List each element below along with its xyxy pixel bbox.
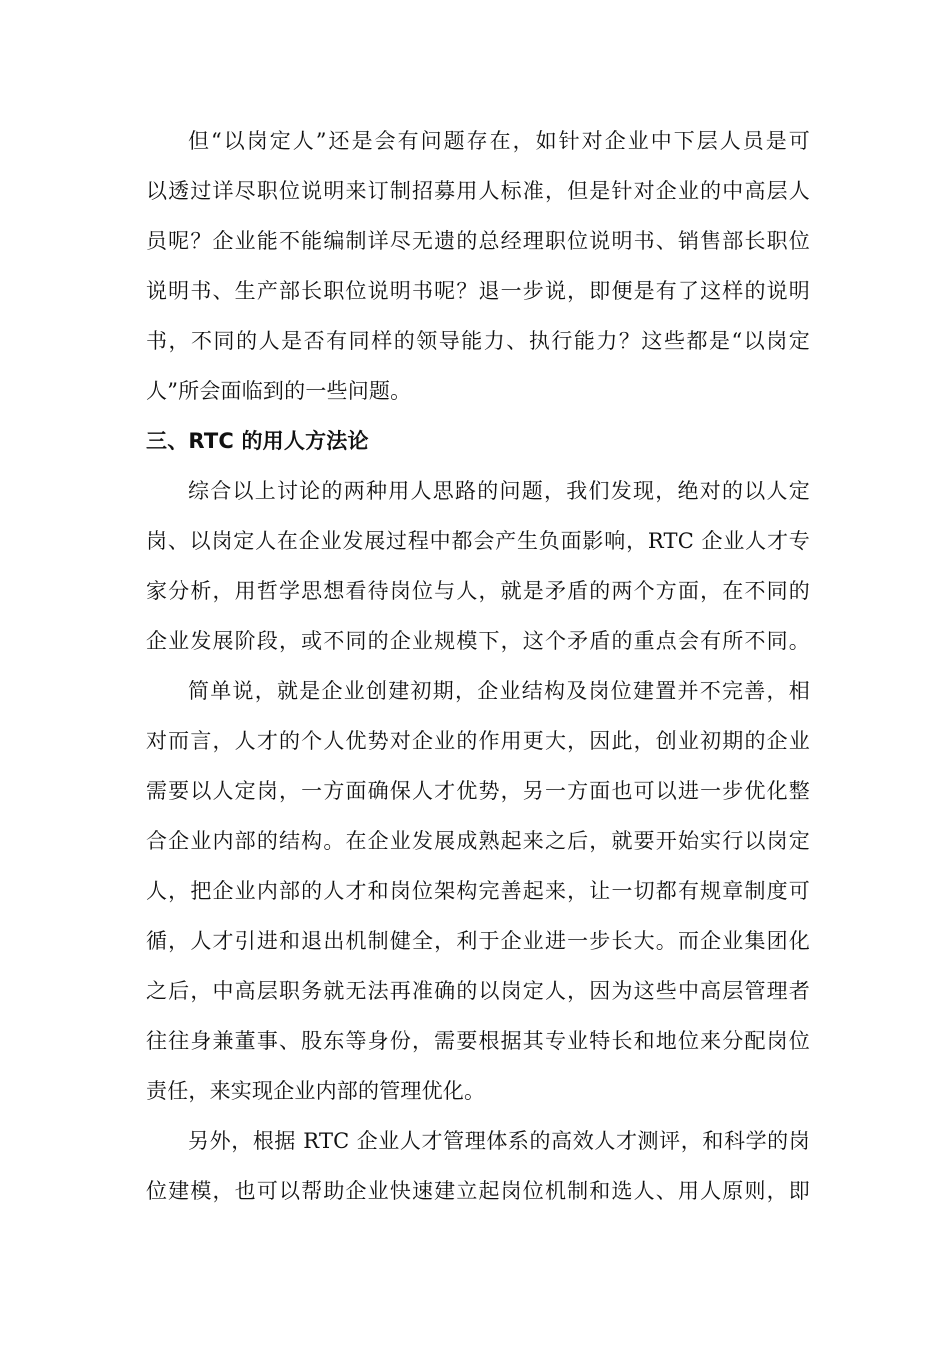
text-line: 综合以上讨论的两种用人思路的问题，我们发现，绝对的以人定 — [188, 479, 810, 503]
paragraph-1 — [146, 116, 810, 416]
paragraph-2 — [146, 466, 810, 666]
text-line: 人”所会面临到的一些问题。 — [146, 379, 412, 403]
text-line: 位建模，也可以帮助企业快速建立起岗位机制和选人、用人原则，即 — [146, 1179, 810, 1203]
text-line: 书，不同的人是否有同样的领导能力、执行能力？这些都是“以岗定 — [146, 329, 810, 353]
paragraph-3 — [146, 666, 810, 1116]
text-line: 说明书、生产部长职位说明书呢？退一步说，即便是有了这样的说明 — [146, 279, 810, 303]
text-line: 家分析，用哲学思想看待岗位与人，就是矛盾的两个方面，在不同的 — [146, 579, 810, 603]
text-line: 责任，来实现企业内部的管理优化。 — [146, 1079, 486, 1103]
text-line: 企业发展阶段，或不同的企业规模下，这个矛盾的重点会有所不同。 — [146, 629, 810, 653]
text-line: 对而言，人才的个人优势对企业的作用更大，因此，创业初期的企业 — [146, 729, 810, 753]
text-line: 岗、以岗定人在企业发展过程中都会产生负面影响，RTC 企业人才专 — [146, 529, 810, 553]
document-body — [146, 116, 810, 1216]
text-line: 循，人才引进和退出机制健全，利于企业进一步长大。而企业集团化 — [146, 929, 810, 953]
text-line: 员呢？企业能不能编制详尽无遗的总经理职位说明书、销售部长职位 — [146, 229, 810, 253]
text-line: 需要以人定岗，一方面确保人才优势，另一方面也可以进一步优化整 — [146, 779, 810, 803]
text-line: 但“以岗定人”还是会有问题存在，如针对企业中下层人员是可 — [188, 129, 810, 153]
text-line: 之后，中高层职务就无法再准确的以岗定人，因为这些中高层管理者 — [146, 979, 810, 1003]
text-line: 以透过详尽职位说明来订制招募用人标准，但是针对企业的中高层人 — [146, 179, 810, 203]
text-line: 另外，根据 RTC 企业人才管理体系的高效人才测评，和科学的岗 — [188, 1129, 810, 1153]
text-line: 合企业内部的结构。在企业发展成熟起来之后，就要开始实行以岗定 — [146, 829, 810, 853]
text-line: 简单说，就是企业创建初期，企业结构及岗位建置并不完善，相 — [188, 679, 810, 703]
text-line: 往往身兼董事、股东等身份，需要根据其专业特长和地位来分配岗位 — [146, 1029, 810, 1053]
text-line: 人，把企业内部的人才和岗位架构完善起来，让一切都有规章制度可 — [146, 879, 810, 903]
paragraph-4 — [146, 1116, 810, 1216]
section-heading: 三、RTC 的用人方法论 — [146, 429, 369, 453]
